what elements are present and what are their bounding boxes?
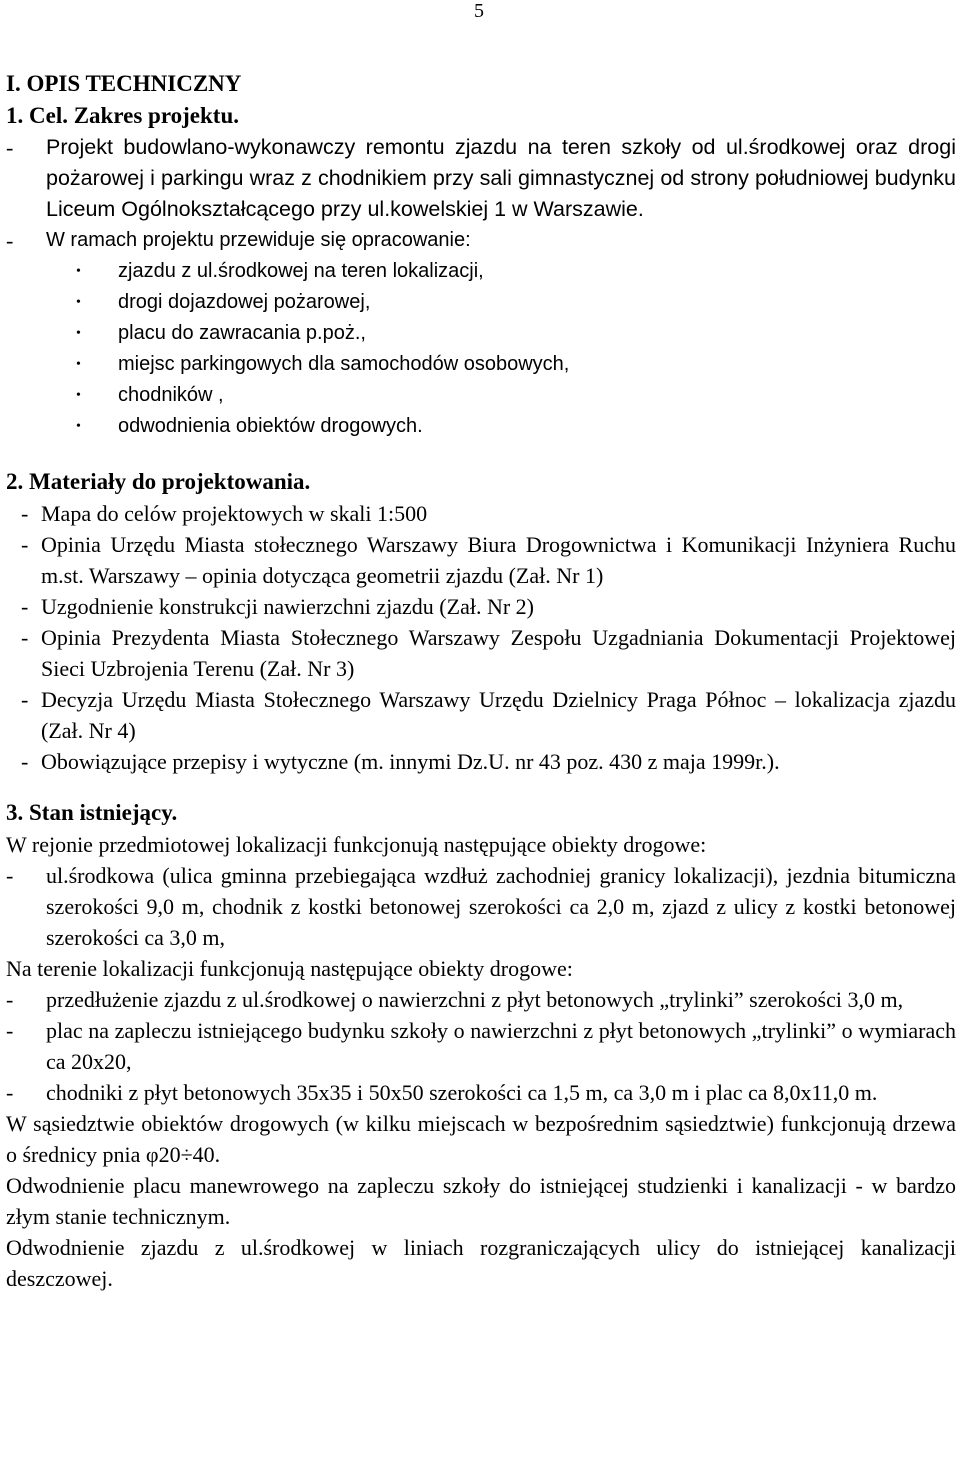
list-item	[6, 622, 956, 684]
list-item	[6, 132, 956, 225]
main-heading: I. OPIS TECHNICZNY	[6, 71, 242, 96]
bullet-item	[6, 349, 956, 380]
list-item-text: przedłużenie zjazdu z ul.środkowej o nawierzchni z płyt betonowych „trylinki” szerokości 3,0 m,	[46, 987, 904, 1012]
list-item-text: Opinia Urzędu Miasta stołecznego Warszawy Biura Drogownictwa i Komunikacji Inżyniera Ruchu m.st. Warszawy – opinia dotycząca geometrii zjazdu (Zał. Nr 1)	[41, 532, 956, 588]
paragraph: Na terenie lokalizacji funkcjonują następujące obiekty drogowe:	[6, 956, 573, 981]
paragraph: W sąsiedztwie obiektów drogowych (w kilku miejscach w bezpośrednim sąsiedztwie) funkcjonują drzewa o średnicy pnia φ20÷40.	[6, 1111, 956, 1167]
spacer	[6, 777, 956, 797]
list-item-text: Decyzja Urzędu Miasta Stołecznego Warszawy Urzędu Dzielnicy Praga Północ – lokalizacja zjazdu (Zał. Nr 4)	[41, 687, 956, 743]
dash-marker: -	[21, 749, 29, 774]
list-item	[6, 1015, 956, 1077]
list-item	[6, 984, 956, 1015]
dash-marker: -	[6, 228, 14, 253]
dash-marker: -	[6, 1018, 14, 1043]
list-item	[6, 225, 956, 256]
bullet-text: odwodnienia obiektów drogowych.	[118, 415, 423, 437]
list-item	[6, 529, 956, 591]
bullet-icon: •	[76, 388, 81, 403]
paragraph: W rejonie przedmiotowej lokalizacji funkcjonują następujące obiekty drogowe:	[6, 832, 707, 857]
paragraph: Odwodnienie zjazdu z ul.środkowej w liniach rozgraniczających ulicy do istniejącej kanalizacji deszczowej.	[6, 1235, 956, 1291]
paragraph: Odwodnienie placu manewrowego na zapleczu szkoły do istniejącej studzienki i kanalizacji - w bardzo złym stanie technicznym.	[6, 1173, 956, 1229]
page-number: 5	[474, 0, 484, 22]
list-item-text: Obowiązujące przepisy i wytyczne (m. innymi Dz.U. nr 43 poz. 430 z maja 1999r.).	[41, 749, 780, 774]
bullet-icon: •	[76, 357, 81, 372]
bullet-text: chodników ,	[118, 384, 224, 406]
bullet-text: miejsc parkingowych dla samochodów osobowych,	[118, 353, 570, 375]
dash-marker: -	[6, 987, 14, 1012]
dash-marker: -	[21, 625, 29, 650]
bullet-item	[6, 318, 956, 349]
list-item	[6, 860, 956, 953]
list-item	[6, 591, 956, 622]
list-item-text: chodniki z płyt betonowych 35x35 i 50x50 szerokości ca 1,5 m, ca 3,0 m i plac ca 8,0x11,0 m.	[46, 1080, 878, 1105]
list-item	[6, 498, 956, 529]
dash-marker: -	[6, 135, 14, 160]
section-1-title: 1. Cel. Zakres projektu.	[6, 103, 239, 128]
dash-marker: -	[21, 532, 29, 557]
dash-marker: -	[6, 863, 14, 888]
list-item-text: Opinia Prezydenta Miasta Stołecznego Warszawy Zespołu Uzgadniania Dokumentacji Projektowej Sieci Uzbrojenia Terenu (Zał. Nr 3)	[41, 625, 956, 681]
bullet-icon: •	[76, 419, 81, 434]
list-item-text: Projekt budowlano-wykonawczy remontu zjazdu na teren szkoły od ul.środkowej oraz drogi pożarowej i parkingu wraz z chodnikiem przy sali gimnastycznej od strony południowej budynku Liceum Ogólnokształcącego przy ul.kowelskiej 1 w Warszawie.	[46, 135, 956, 221]
list-item-text: ul.środkowa (ulica gminna przebiegająca wzdłuż zachodniej granicy lokalizacji), jezdnia bitumiczna szerokości 9,0 m, chodnik z kostki betonowej szerokości ca 2,0 m, zjazd z ulicy z kostki betonowej szerokości ca 3,0 m,	[46, 863, 956, 950]
list-item-text: Mapa do celów projektowych w skali 1:500	[41, 501, 428, 526]
bullet-item	[6, 380, 956, 411]
bullet-text: zjazdu z ul.środkowej na teren lokalizacji,	[118, 260, 484, 282]
document-body	[6, 68, 956, 1294]
section-3-title: 3. Stan istniejący.	[6, 800, 178, 825]
bullet-item	[6, 411, 956, 442]
list-item	[6, 1077, 956, 1108]
bullet-icon: •	[76, 326, 81, 341]
list-item-text: Uzgodnienie konstrukcji nawierzchni zjazdu (Zał. Nr 2)	[41, 594, 534, 619]
bullet-text: placu do zawracania p.poż.,	[118, 322, 366, 344]
dash-marker: -	[21, 594, 29, 619]
list-item	[6, 684, 956, 746]
dash-marker: -	[6, 1080, 14, 1105]
bullet-icon: •	[76, 295, 81, 310]
list-item	[6, 746, 956, 777]
list-item-text: W ramach projektu przewiduje się opracowanie:	[46, 229, 471, 251]
list-item-text: plac na zapleczu istniejącego budynku szkoły o nawierzchni z płyt betonowych „trylinki” o wymiarach ca 20x20,	[46, 1018, 956, 1074]
section-2-title: 2. Materiały do projektowania.	[6, 469, 311, 494]
bullet-item	[6, 287, 956, 318]
dash-marker: -	[21, 687, 29, 712]
bullet-text: drogi dojazdowej pożarowej,	[118, 291, 371, 313]
spacer	[6, 442, 956, 466]
dash-marker: -	[21, 501, 29, 526]
bullet-icon: •	[76, 264, 81, 279]
bullet-item	[6, 256, 956, 287]
